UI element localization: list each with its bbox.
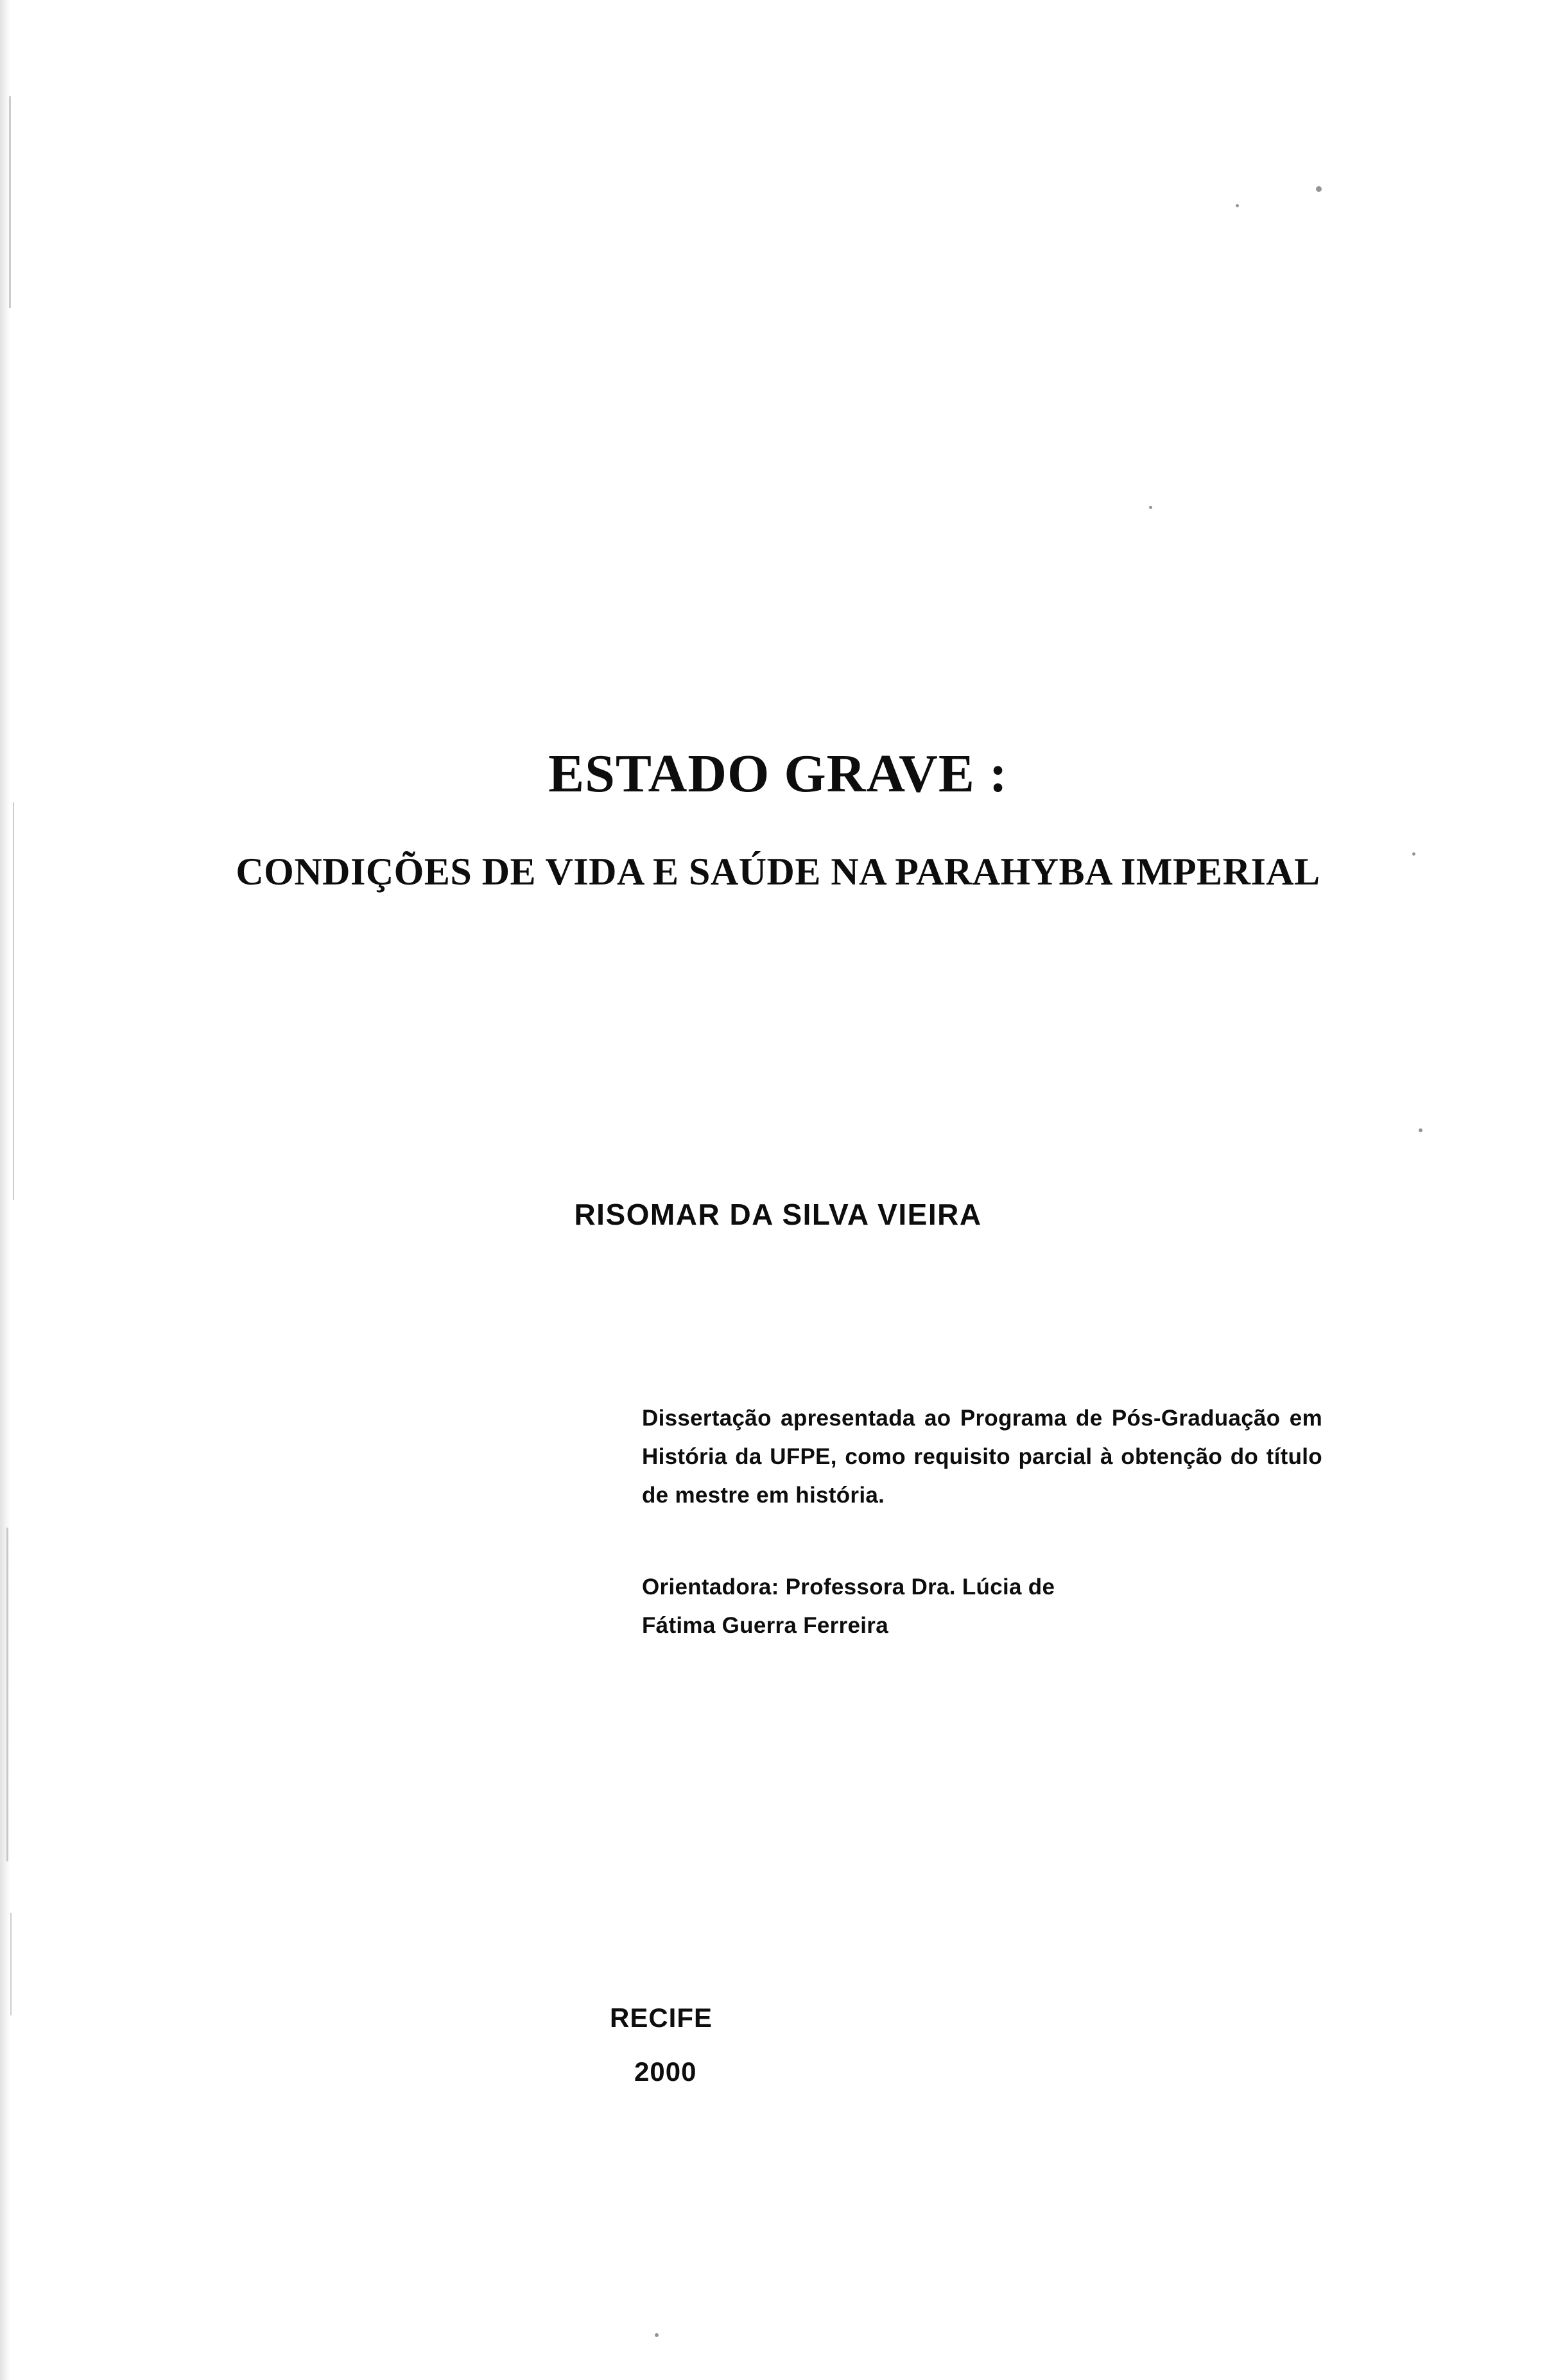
page-title: ESTADO GRAVE : xyxy=(548,744,1008,804)
dust-speck xyxy=(1149,506,1152,509)
page-subtitle: CONDIÇÕES DE VIDA E SAÚDE NA PARAHYBA IMPERIAL xyxy=(236,850,1320,893)
dissertation-statement-block xyxy=(642,1399,1322,1645)
title-block xyxy=(0,745,1556,894)
scan-streak xyxy=(10,1913,12,2015)
imprint-block xyxy=(610,2003,1059,2087)
dust-speck xyxy=(1419,1128,1422,1132)
dust-speck xyxy=(655,2333,659,2337)
author-name: RISOMAR DA SILVA VIEIRA xyxy=(574,1198,982,1231)
advisor-line-2: Fátima Guerra Ferreira xyxy=(642,1612,888,1638)
scan-streak xyxy=(6,1528,8,1861)
scan-edge-artifact xyxy=(0,0,17,2380)
place-of-publication: RECIFE xyxy=(610,2003,713,2033)
dissertation-statement: Dissertação apresentada ao Programa de Pós-Graduação em História da UFPE, como requisito parcial à obtenção do título de mestre em história. xyxy=(642,1406,1322,1508)
year-of-publication: 2000 xyxy=(634,2057,697,2087)
advisor-line-1: Orientadora: Professora Dra. Lúcia de xyxy=(642,1574,1055,1600)
advisor-statement xyxy=(642,1568,1322,1645)
scan-streak xyxy=(9,96,11,308)
dust-speck xyxy=(1316,186,1322,192)
dust-speck xyxy=(1236,204,1239,207)
